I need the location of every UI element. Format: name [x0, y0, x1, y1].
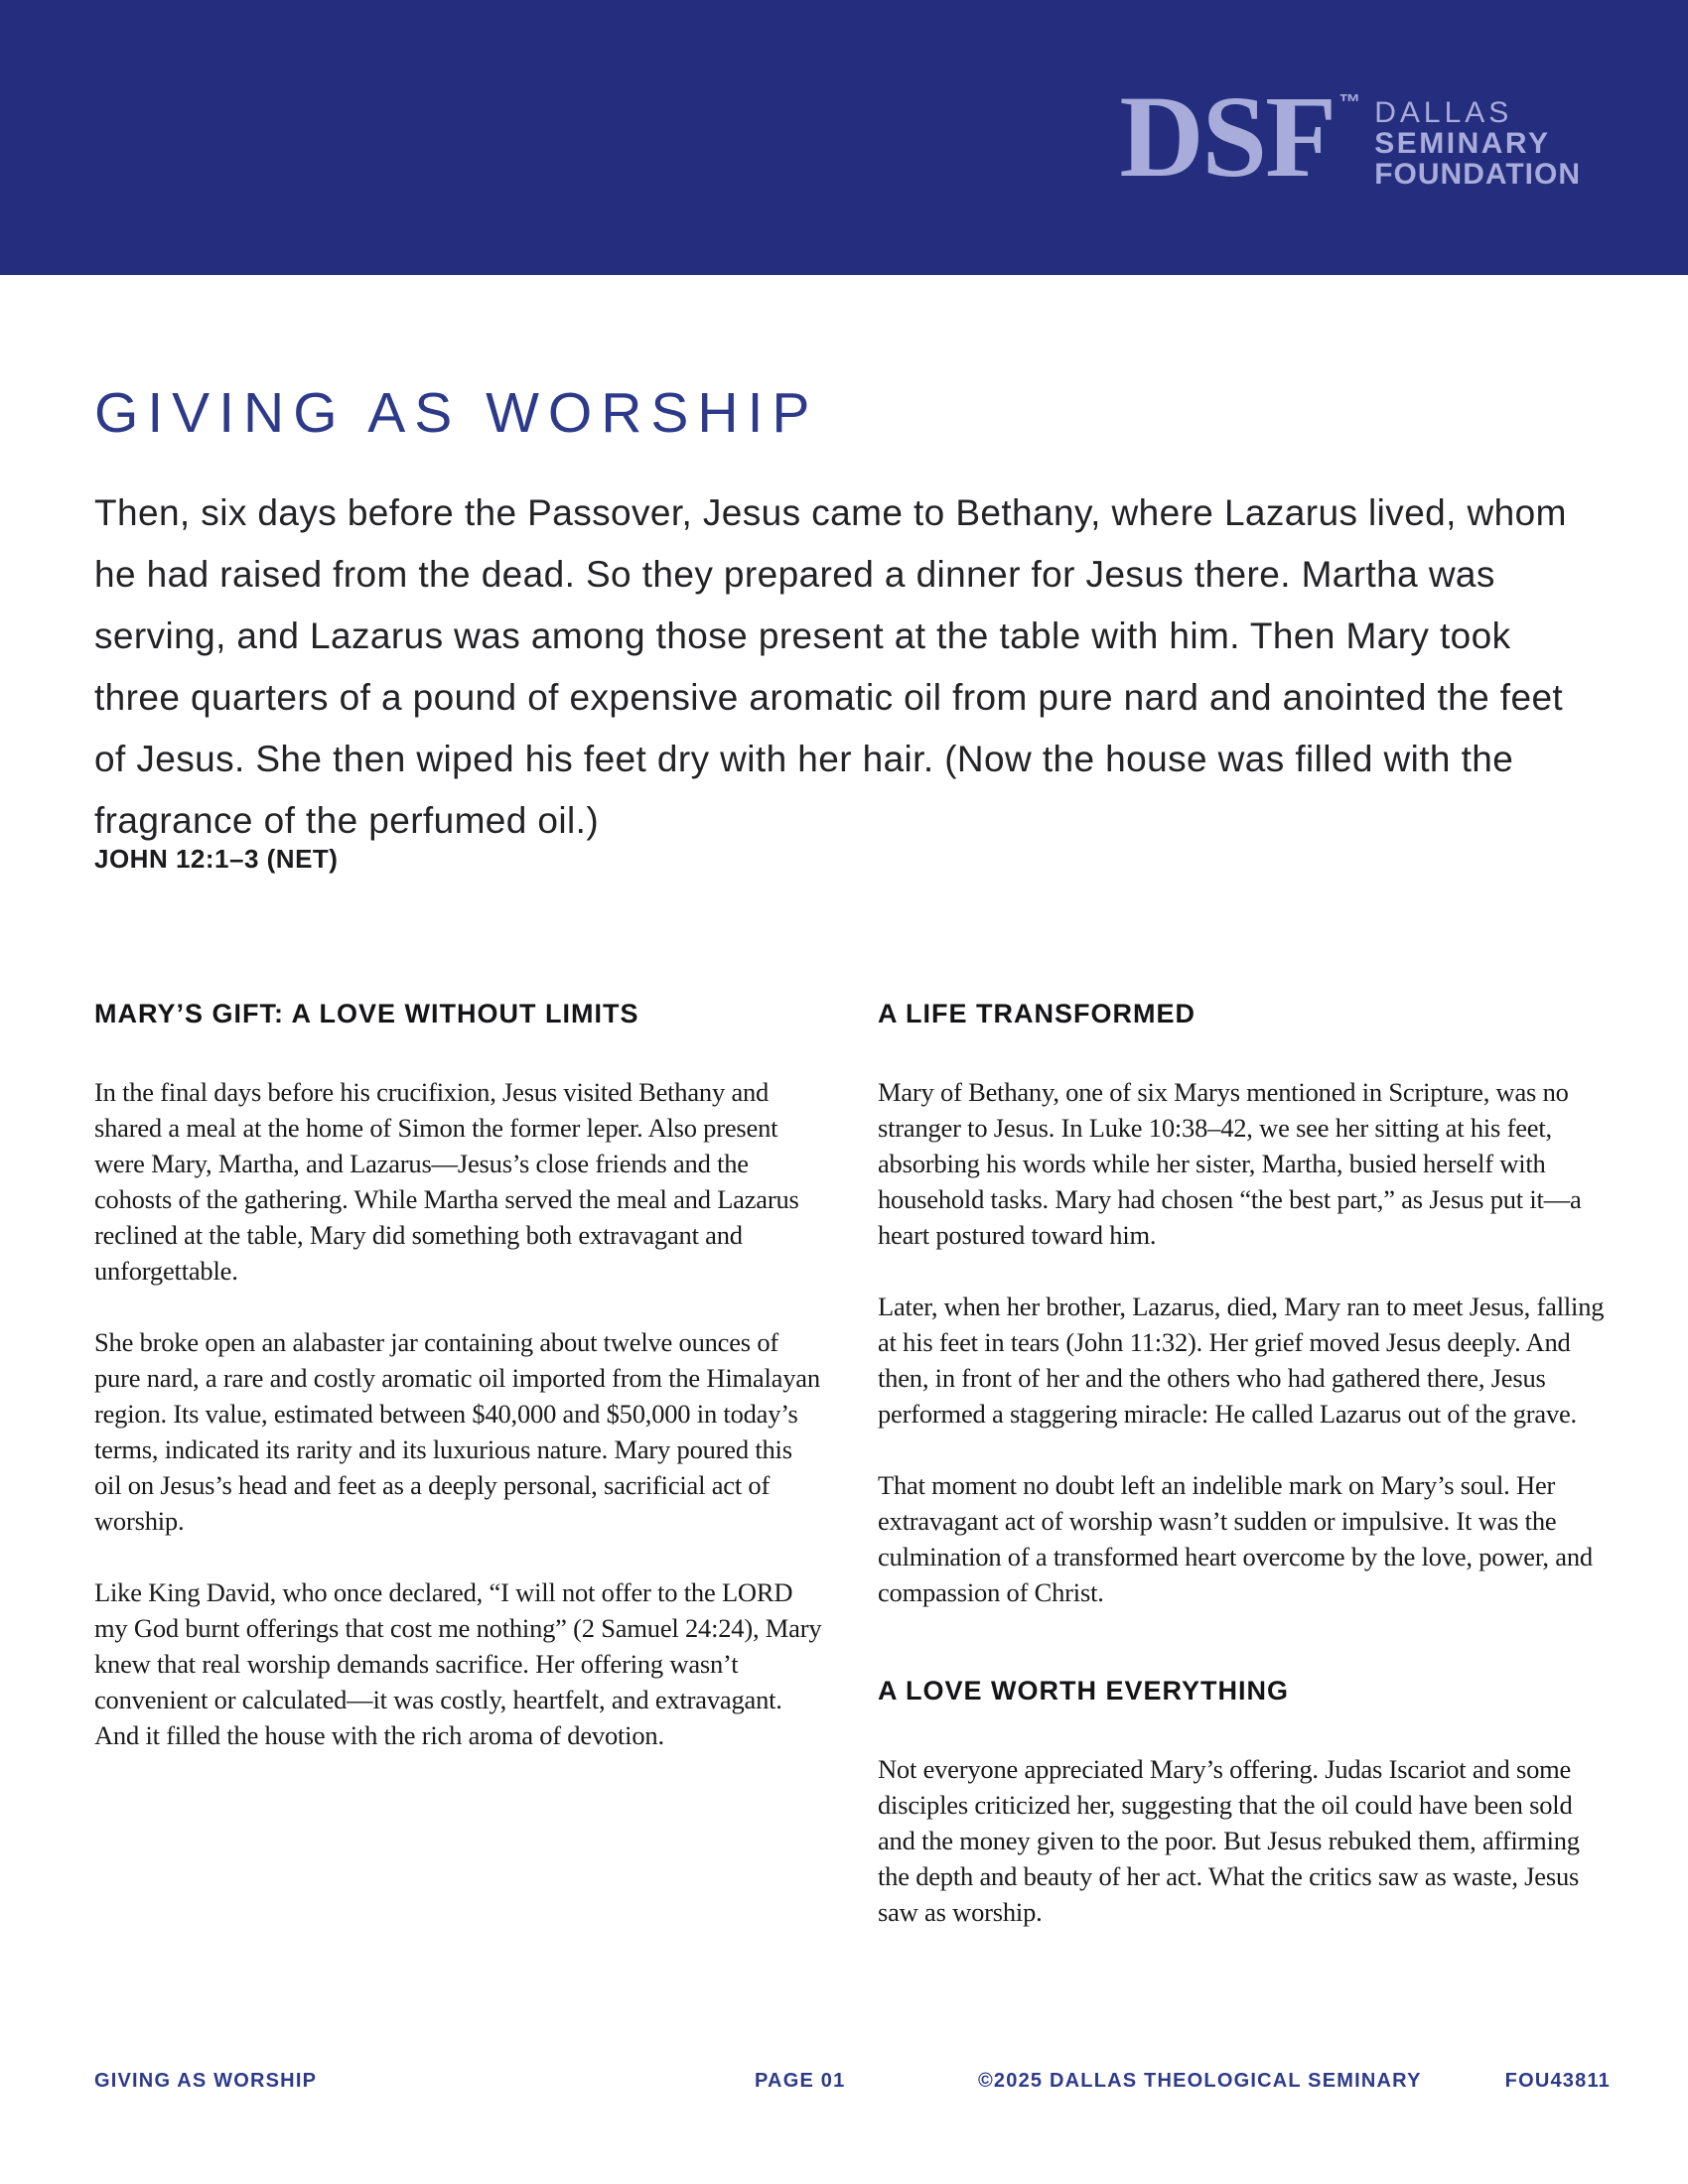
scripture-citation: JOHN 12:1–3 (NET)	[94, 844, 339, 874]
section-heading-life-transformed: A LIFE TRANSFORMED	[878, 999, 1196, 1028]
header-band	[0, 0, 1688, 275]
footer-page-number: PAGE 01	[755, 2070, 846, 2092]
dsf-monogram: DSF	[1119, 71, 1336, 202]
logo-wordmark	[1374, 97, 1581, 190]
footer-doc-name: GIVING AS WORSHIP	[94, 2070, 318, 2092]
paragraph: That moment no doubt left an indelible mark on Mary’s soul. Her extravagant act of worship wasn’t sudden or impulsive. It was the culmination of a transformed heart overcome by the love, power, and compassion of Christ.	[878, 1470, 1593, 1607]
scripture-quote: Then, six days before the Passover, Jesus came to Bethany, where Lazarus lived, whom he had raised from the dead. So they prepared a dinner for Jesus there. Martha was serving, and Lazarus was among those present at the table with him. Then Mary took three quarters of a pound of expensive aromatic oil from pure nard and anointed the feet of Jesus. She then wiped his feet dry with her hair. (Now the house was filled with the fragrance of the perfumed oil.)	[94, 492, 1567, 841]
paragraph: Later, when her brother, Lazarus, died, Mary ran to meet Jesus, falling at his feet in tears (John 11:32). Her grief moved Jesus deeply. And then, in front of her and the others who had gathered there, Jesus performed a staggering miracle: He called Lazarus out of the grave.	[878, 1292, 1605, 1429]
column-right	[878, 999, 1606, 1966]
logo-word-dallas: DALLAS	[1374, 96, 1513, 129]
logo-word-foundation: FOUNDATION	[1374, 158, 1581, 191]
paragraph: Not everyone appreciated Mary’s offering. Judas Iscariot and some disciples criticized her, suggesting that the oil could have been sold and the money given to the poor. But Jesus rebuked them, affirming the depth and beauty of her act. What the critics saw as waste, Jesus saw as worship.	[878, 1754, 1580, 1927]
page-title: GIVING AS WORSHIP	[94, 381, 819, 445]
paragraph: She broke open an alabaster jar containing about twelve ounces of pure nard, a rare and costly aromatic oil imported from the Himalayan region. Its value, estimated between $40,000 and $50,000 in today’s terms, indicated its rarity and its luxurious nature. Mary poured this oil on Jesus’s head and feet as a deeply personal, sacrificial act of worship.	[94, 1327, 820, 1536]
logo-word-seminary: SEMINARY	[1374, 127, 1551, 160]
paragraph: Like King David, who once declared, “I will not offer to the LORD my God burnt offerings that cost me nothing” (2 Samuel 24:24), Mary knew that real worship demands sacrifice. Her offering wasn’t convenient or calculated—it was costly, heartfelt, and extravagant. And it filled the house with the rich aroma of devotion.	[94, 1577, 822, 1750]
section-heading-love-worth-everything: A LOVE WORTH EVERYTHING	[878, 1676, 1290, 1706]
trademark-symbol: ™	[1338, 89, 1361, 114]
footer-document-code: FOU43811	[1504, 2070, 1611, 2092]
column-left	[94, 999, 822, 1966]
paragraph: Mary of Bethany, one of six Marys mentioned in Scripture, was no stranger to Jesus. In Luke 10:38–42, we see her sitting at his feet, absorbing his words while her sister, Martha, busied herself with household tasks. Mary had chosen “the best part,” as Jesus put it—a heart postured toward him.	[878, 1077, 1582, 1250]
footer-copyright: ©2025 DALLAS THEOLOGICAL SEMINARY	[978, 2070, 1422, 2092]
section-heading-marys-gift: MARY’S GIFT: A LOVE WITHOUT LIMITS	[94, 999, 639, 1028]
paragraph: In the final days before his crucifixion, Jesus visited Bethany and shared a meal at the home of Simon the former leper. Also present were Mary, Martha, and Lazarus—Jesus’s close friends and the cohosts of the gathering. While Martha served the meal and Lazarus reclined at the table, Mary did something both extravagant and unforgettable.	[94, 1077, 799, 1286]
dsf-logo	[1119, 71, 1581, 202]
body-columns	[94, 999, 1606, 1966]
